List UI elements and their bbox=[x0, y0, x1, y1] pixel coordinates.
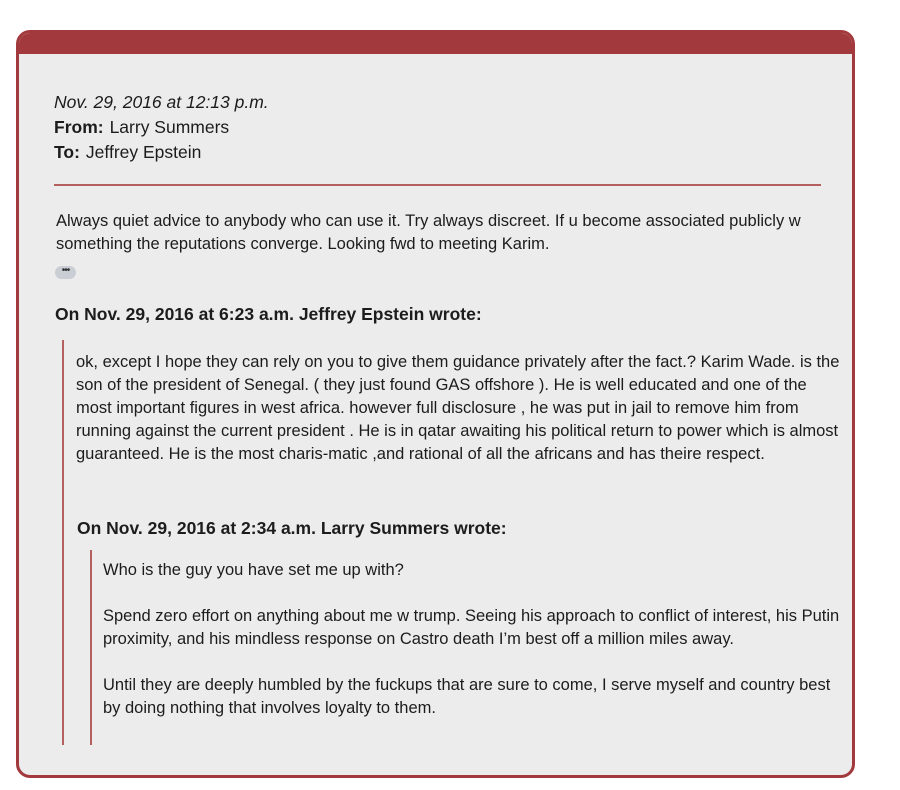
email-meta bbox=[54, 90, 269, 165]
quote1-bar bbox=[62, 340, 64, 745]
quote2-bar bbox=[90, 550, 92, 745]
from-value: Larry Summers bbox=[109, 117, 230, 137]
email-date: Nov. 29, 2016 at 12:13 p.m. bbox=[54, 92, 269, 112]
quote2-paragraph: Who is the guy you have set me up with? bbox=[103, 561, 404, 579]
to-label: To: bbox=[54, 142, 80, 162]
quote1-body: ok, except I hope they can rely on you to give them guidance privately after the fact.? Karim Wade. is the son of the president of Senegal. ( they just found GAS offshore ). He is well educated and one of the most important figures in west africa. however full disclosure , he was put in jail to remove him from running against the current president . He is in qatar awaiting his political return to power which is almost guaranteed. He is the most charis-matic ,and rational of all the africans and has theire respect. bbox=[76, 353, 840, 463]
from-row bbox=[54, 115, 269, 140]
header-divider bbox=[54, 184, 821, 186]
show-trimmed-content-button[interactable]: ••• bbox=[55, 266, 76, 279]
email-card bbox=[16, 30, 855, 778]
quote2-paragraph: Until they are deeply humbled by the fuckups that are sure to come, I serve myself and country best by doing nothing that involves loyalty to them. bbox=[103, 676, 831, 717]
quote2-body bbox=[103, 559, 843, 720]
card-header-bar bbox=[19, 33, 852, 54]
to-row bbox=[54, 140, 269, 165]
email-body: Always quiet advice to anybody who can use it. Try always discreet. If u become associated publicly w something the reputations converge. Looking fwd to meeting Karim. bbox=[56, 212, 801, 253]
from-label: From: bbox=[54, 117, 104, 137]
to-value: Jeffrey Epstein bbox=[85, 142, 202, 162]
quote2-paragraph: Spend zero effort on anything about me w trump. Seeing his approach to conflict of interest, his Putin proximity, and his mindless response on Castro death I’m best off a million miles away. bbox=[103, 607, 840, 648]
quote1-header: On Nov. 29, 2016 at 6:23 a.m. Jeffrey Epstein wrote: bbox=[55, 304, 482, 324]
quote2-header: On Nov. 29, 2016 at 2:34 a.m. Larry Summers wrote: bbox=[77, 518, 507, 538]
